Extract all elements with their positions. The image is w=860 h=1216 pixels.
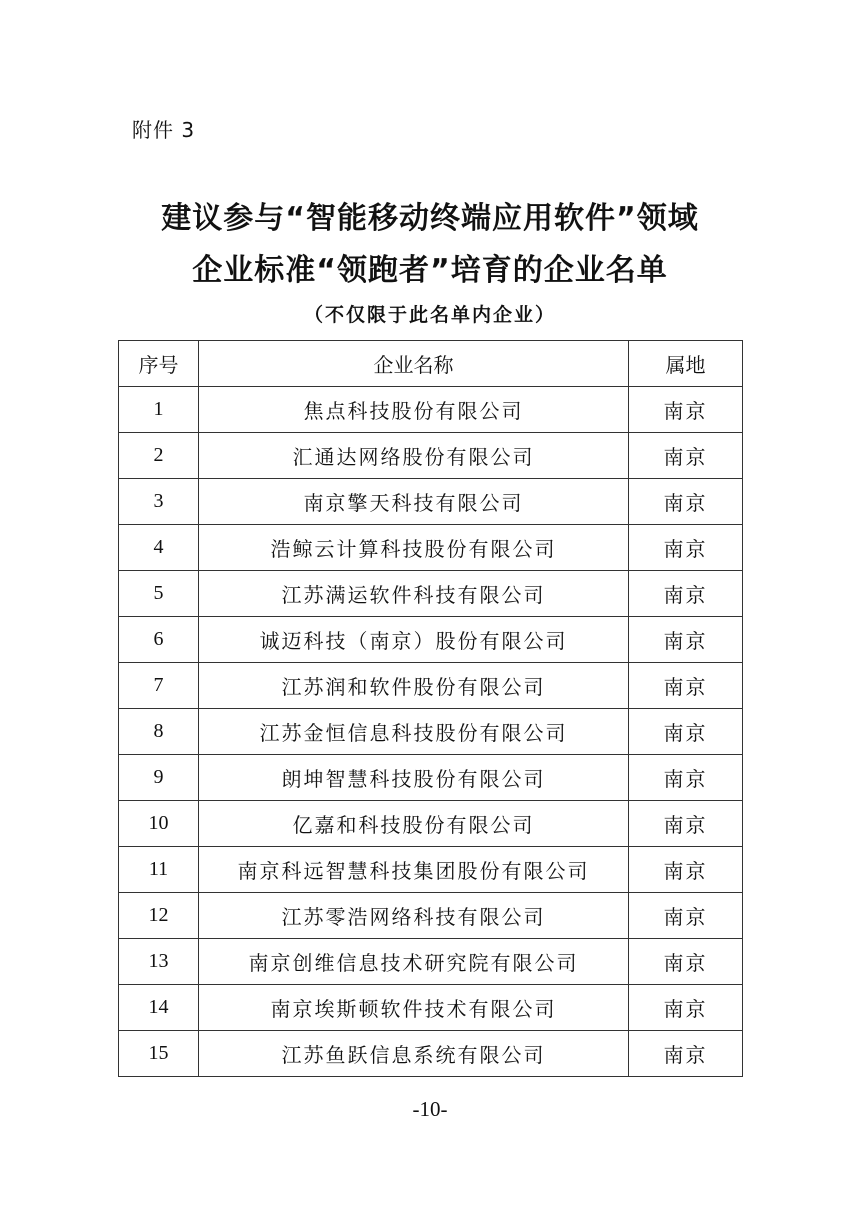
row-location: 南京 <box>629 525 743 571</box>
row-company-name: 江苏金恒信息科技股份有限公司 <box>199 709 629 755</box>
row-company-name: 南京科远智慧科技集团股份有限公司 <box>199 847 629 893</box>
row-company-name: 江苏满运软件科技有限公司 <box>199 571 629 617</box>
company-list-table <box>118 340 743 1077</box>
row-location: 南京 <box>629 479 743 525</box>
row-company-name: 朗坤智慧科技股份有限公司 <box>199 755 629 801</box>
row-company-name: 亿嘉和科技股份有限公司 <box>199 801 629 847</box>
table-row <box>119 663 743 709</box>
row-index: 15 <box>119 1031 199 1077</box>
table-row <box>119 387 743 433</box>
table-row <box>119 893 743 939</box>
row-location: 南京 <box>629 801 743 847</box>
row-company-name: 江苏润和软件股份有限公司 <box>199 663 629 709</box>
row-index: 5 <box>119 571 199 617</box>
table-row <box>119 617 743 663</box>
row-index: 6 <box>119 617 199 663</box>
document-title-line-1: 建议参与“智能移动终端应用软件”领域 <box>161 201 699 236</box>
row-company-name: 汇通达网络股份有限公司 <box>199 433 629 479</box>
row-location: 南京 <box>629 709 743 755</box>
row-location: 南京 <box>629 985 743 1031</box>
header-company-name: 企业名称 <box>199 341 629 387</box>
row-index: 3 <box>119 479 199 525</box>
attachment-label: 附件 3 <box>132 118 196 142</box>
row-index: 10 <box>119 801 199 847</box>
row-location: 南京 <box>629 847 743 893</box>
table-row <box>119 571 743 617</box>
table-row <box>119 433 743 479</box>
row-company-name: 南京擎天科技有限公司 <box>199 479 629 525</box>
table-row <box>119 985 743 1031</box>
table-row <box>119 755 743 801</box>
page-number: -10- <box>412 1097 448 1121</box>
row-index: 7 <box>119 663 199 709</box>
row-location: 南京 <box>629 755 743 801</box>
row-location: 南京 <box>629 433 743 479</box>
row-company-name: 浩鲸云计算科技股份有限公司 <box>199 525 629 571</box>
row-index: 9 <box>119 755 199 801</box>
row-index: 8 <box>119 709 199 755</box>
row-location: 南京 <box>629 617 743 663</box>
table-header-row <box>119 341 743 387</box>
table-row <box>119 801 743 847</box>
row-company-name: 江苏鱼跃信息系统有限公司 <box>199 1031 629 1077</box>
table-row <box>119 525 743 571</box>
table-row <box>119 847 743 893</box>
row-location: 南京 <box>629 387 743 433</box>
row-index: 12 <box>119 893 199 939</box>
row-index: 2 <box>119 433 199 479</box>
table-row <box>119 709 743 755</box>
row-location: 南京 <box>629 939 743 985</box>
row-index: 4 <box>119 525 199 571</box>
row-index: 14 <box>119 985 199 1031</box>
row-location: 南京 <box>629 663 743 709</box>
row-index: 13 <box>119 939 199 985</box>
row-location: 南京 <box>629 571 743 617</box>
row-index: 11 <box>119 847 199 893</box>
table-row <box>119 1031 743 1077</box>
header-index: 序号 <box>119 341 199 387</box>
document-title-line-2: 企业标准“领跑者”培育的企业名单 <box>192 253 668 288</box>
row-company-name: 焦点科技股份有限公司 <box>199 387 629 433</box>
row-company-name: 南京埃斯顿软件技术有限公司 <box>199 985 629 1031</box>
table-row <box>119 939 743 985</box>
document-subtitle: （不仅限于此名单内企业） <box>303 304 556 326</box>
row-company-name: 诚迈科技（南京）股份有限公司 <box>199 617 629 663</box>
header-location: 属地 <box>629 341 743 387</box>
row-location: 南京 <box>629 1031 743 1077</box>
row-location: 南京 <box>629 893 743 939</box>
row-company-name: 南京创维信息技术研究院有限公司 <box>199 939 629 985</box>
row-company-name: 江苏零浩网络科技有限公司 <box>199 893 629 939</box>
table-row <box>119 479 743 525</box>
row-index: 1 <box>119 387 199 433</box>
